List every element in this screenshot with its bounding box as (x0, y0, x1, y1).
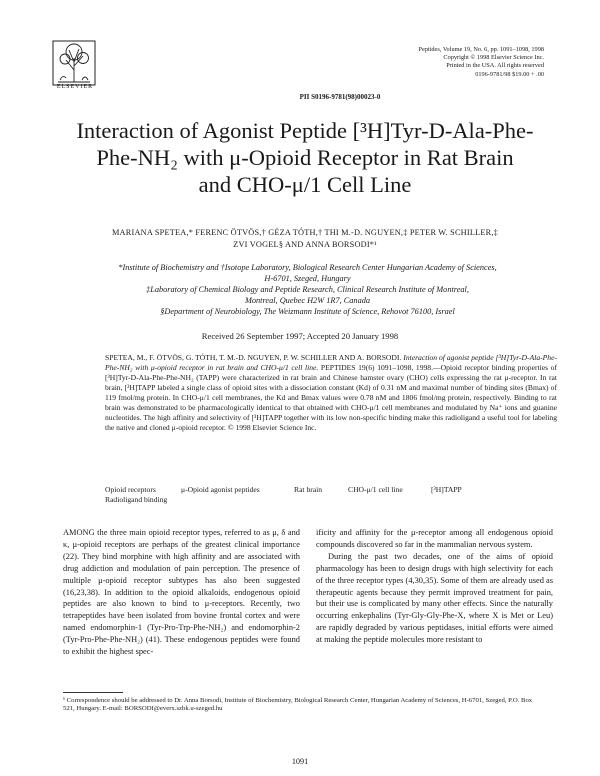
masthead-line: Copyright © 1998 Elsevier Science Inc. (443, 54, 544, 62)
body-column-right (316, 527, 553, 646)
keyword: [³H]TAPP (431, 485, 462, 494)
keyword: Rat brain (294, 485, 323, 494)
abstract-authors-ref: SPETEA, M., F. ÖTVÖS, G. TÓTH, T. M.-D. NGUYEN, P. W. SCHILLER AND A. BORSODI. (105, 353, 402, 362)
affiliation-line: Montreal, Quebec H2W 1R7, Canada (244, 296, 371, 305)
title-line: and CHO-μ/1 Cell Line (198, 172, 412, 197)
received-dates: Received 26 September 1997; Accepted 20 January 1998 (201, 331, 399, 341)
title-line: Interaction of Agonist Peptide [³H]Tyr-D-Ala-Phe- (76, 118, 534, 143)
masthead-line: Printed in the USA. All rights reserved (446, 62, 544, 70)
journal-masthead (304, 46, 544, 79)
keyword: Opioid receptors (105, 485, 156, 494)
affiliation-line: §Department of Neurobiology, The Weizmann Institute of Science, Rehovot 76100, Israel (160, 307, 455, 316)
page-number: 1091 (291, 757, 309, 766)
keyword: Radioligand binding (105, 495, 168, 504)
elsevier-tree-logo-icon (52, 40, 96, 86)
pii-identifier: PII S0196-9781(98)00023-0 (299, 93, 381, 101)
affiliation-line: *Institute of Biochemistry and †Isotope Laboratory, Biological Research Center Hungarian Academy of Sciences, (118, 263, 497, 272)
paragraph: AMONG the three main opioid receptor types, referred to as μ, δ and κ, μ-opioid receptors are perhaps of the greatest clinical importance (22). They bind morphine with high affinity and are associated with drug addiction and modulation of pain perception. The presence of multiple μ-opioid receptor subtypes has also been suggested (16,23,38). In addition to the opioid alkaloids, endogenous opioid peptides are also known to bind to μ-receptors. Recently, two tetrapeptides have been isolated from bovine frontal cortex and were named endomorphin-1 (Tyr-Pro-Trp-Phe-NH₂) and endomorphin-2 (Tyr-Pro-Phe-Phe-NH₂) (41). These endogenous peptides were found to exhibit the highest spec- (63, 528, 300, 657)
title-line: Phe-NH₂ with μ-Opioid Receptor in Rat Brain (96, 145, 514, 170)
affiliation-line: H-6701, Szeged, Hungary (264, 274, 351, 283)
abstract-journal-ref: PEPTIDES 19(6) 1091–1098, 1998. (320, 363, 434, 372)
footnote-rule (63, 692, 123, 693)
masthead-line: 0196-9781/98 $19.00 + .00 (475, 70, 544, 78)
article-title (40, 117, 570, 198)
paragraph: ificity and affinity for the μ-receptor among all endogenous opioid compounds discovered so far in the mammalian nervous system. (316, 528, 553, 549)
author-list (50, 227, 560, 250)
correspondence-footnote: ¹ Correspondence should be addressed to Dr. Anna Borsodi, Institute of Biochemistry, Biological Research Center, Hungarian Academy of Sciences, H-6701, Szeged, P.O. Box 521, Hungary. E-mail: BORSODI@everx.szbk.u-szeged.hu (63, 697, 533, 713)
body-column-left (63, 527, 300, 658)
author-line: ZVI VOGEL§ AND ANNA BORSODI*¹ (233, 239, 377, 249)
abstract-title-ref: Interaction of agonist peptide [³H]Tyr-D-Ala-Phe-Phe-NH₂ with μ-opioid receptor in rat brain and CHO-μ/1 cell line. (105, 353, 557, 372)
paragraph: During the past two decades, one of the aims of opioid pharmacology has been to design drugs with high selectivity for each of the three receptor types (4,30,35). Some of them are already used as therapeutic agents because they permit improved treatment for pain, but their use is complicated by many other effects. Since the naturally occurring enkephalins (Tyr-Gly-Gly-Phe-X, where X is Met or Leu) are rapidly degraded by various peptidases, initial efforts were aimed at making the peptide molecules more resistant to (316, 551, 553, 645)
affiliations (60, 262, 555, 317)
masthead-line: Peptides, Volume 19, No. 6, pp. 1091–1098, 1998 (418, 46, 544, 53)
keyword: CHO-μ/1 cell line (348, 485, 403, 494)
abstract (105, 353, 557, 433)
affiliation-line: ‡Laboratory of Chemical Biology and Peptide Research, Clinical Research Institute of Montreal, (146, 285, 469, 294)
abstract-body: —Opioid receptor binding properties of [³H]Tyr-D-Ala-Phe-Phe-NH₂ (TAPP) were characterized in rat brain and Chinese hamster ovary (CHO) cells expressing the rat μ-receptor. In rat brain, [³H]TAPP labeled a single class of opioid sites with a dissociation constant (Kd) of 0.31 nM and maximal number of binding sites (Bmax) of 119 fmol/mg protein. In CHO-μ/1 cell membranes, the Kd and Bmax values were 0.78 nM and 1806 fmol/mg protein, respectively. Binding to rat brain was demonstrated to be pharmacologically identical to that obtained with CHO-μ/1 cell membranes and modulated by Na⁺ ions and guanine nucleotides. The high affinity and selectivity of [³H]TAPP together with its low non-specific binding make this radioligand a useful tool for labeling the native and cloned μ-opioid receptor. © 1998 Elsevier Science Inc. (105, 363, 557, 432)
author-line: MARIANA SPETEA,* FERENC ÖTVÖS,† GÉZA TÓTH,† THI M.-D. NGUYEN,‡ PETER W. SCHILLER,‡ (111, 228, 498, 237)
publisher-logo-text: ELSEVIER (56, 84, 94, 90)
keyword: μ-Opioid agonist peptides (181, 485, 260, 494)
